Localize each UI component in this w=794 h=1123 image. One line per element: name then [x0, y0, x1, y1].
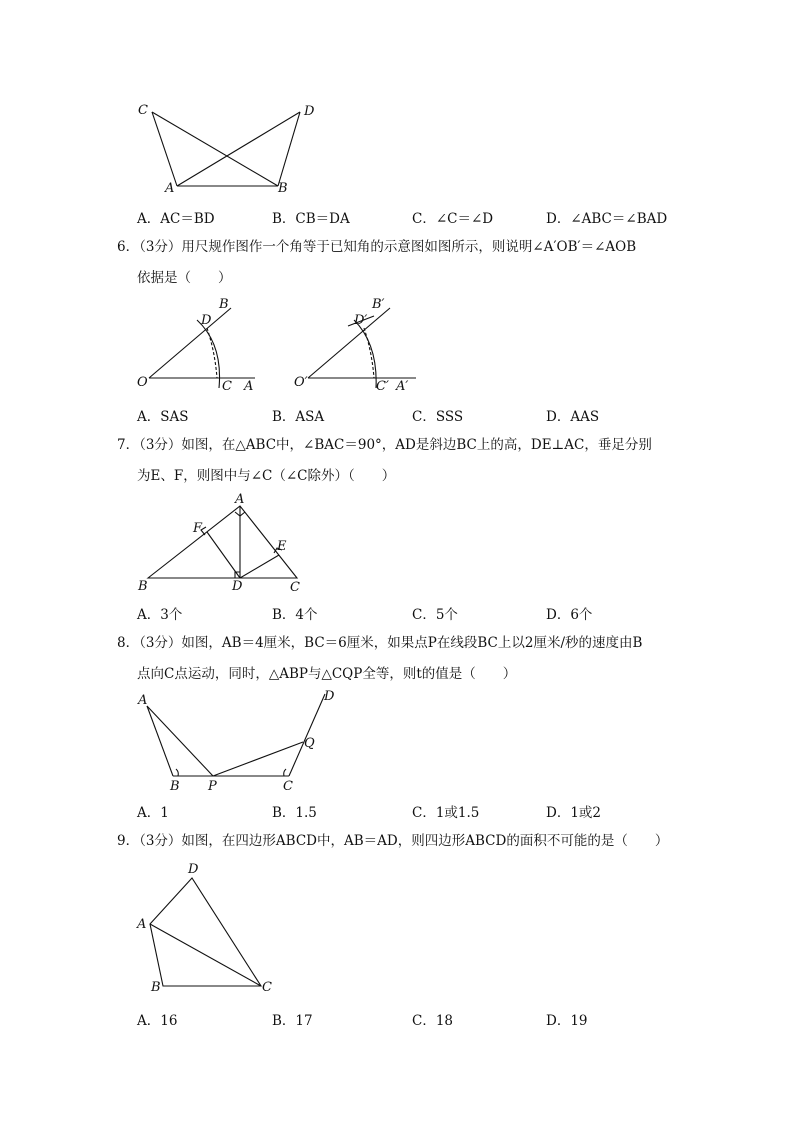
q6-option-d: D．AAS [546, 409, 600, 425]
q6-stem-line1: 6．（3分）用尺规作图作一个角等于已知角的示意图如图所示，则说明∠A′OB′＝∠AOB [117, 239, 637, 255]
q8-option-d: D．1或2 [546, 805, 602, 821]
label-B: B [278, 181, 288, 196]
label-A: A [138, 693, 148, 708]
label-C: C [138, 103, 148, 118]
q8-stem-line2: 点向C点运动，同时，△ABP与△CQP全等，则t的值是（ ） [137, 666, 517, 682]
label-D-prime: D′ [354, 313, 368, 328]
label-C-prime: C′ [376, 379, 389, 394]
label-O-prime: O′ [294, 375, 308, 390]
label-D: D [232, 579, 243, 594]
q6-option-b: B．ASA [272, 409, 325, 425]
q9-option-d: D．19 [546, 1013, 588, 1029]
q5-option-d: D．∠ABC＝∠BAD [546, 211, 668, 227]
label-A: A [244, 379, 254, 394]
label-C: C [222, 379, 232, 394]
q7-figure [135, 492, 315, 595]
q7-option-c: C．5个 [412, 607, 458, 623]
label-B: B [219, 297, 229, 312]
q7-stem-line2: 为E、F，则图中与∠C（∠C除外）（ ） [137, 468, 396, 484]
label-A-prime: A′ [396, 379, 409, 394]
label-Q: Q [304, 736, 315, 751]
q8-option-c: C．1或1.5 [412, 805, 480, 821]
q9-option-c: C．18 [412, 1013, 454, 1029]
q6-figure-left [135, 296, 275, 396]
label-O: O [137, 375, 148, 390]
q6-option-c: C．SSS [412, 409, 464, 425]
q7-option-a: A．3个 [137, 607, 183, 623]
label-B: B [138, 579, 148, 594]
label-C: C [262, 980, 272, 995]
label-A: A [137, 917, 147, 932]
q9-figure [135, 860, 295, 1000]
q9-option-b: B．17 [272, 1013, 313, 1029]
q5-option-a: A．AC＝BD [137, 211, 215, 227]
q7-option-b: B．4个 [272, 607, 318, 623]
label-D: D [188, 862, 199, 877]
q9-stem-line1: 9．（3分）如图，在四边形ABCD中，AB＝AD，则四边形ABCD的面积不可能的是（ ） [117, 833, 669, 849]
q8-option-b: B．1.5 [272, 805, 317, 821]
q7-option-d: D．6个 [546, 607, 593, 623]
label-D: D [201, 313, 212, 328]
label-B: B [151, 980, 161, 995]
label-A: A [235, 492, 245, 507]
q6-option-a: A．SAS [137, 409, 189, 425]
label-B-prime: B′ [372, 297, 385, 312]
q8-option-a: A．1 [137, 805, 169, 821]
q5-figure [130, 100, 330, 200]
q6-figure-right [292, 296, 432, 396]
label-D: D [324, 689, 335, 704]
label-C: C [283, 779, 293, 794]
q5-option-b: B．CB＝DA [272, 211, 350, 227]
label-P: P [208, 779, 217, 794]
label-A: A [165, 181, 175, 196]
q8-stem-line1: 8．（3分）如图，AB＝4厘米，BC＝6厘米，如果点P在线段BC上以2厘米/秒的速度由B [117, 635, 643, 651]
label-E: E [277, 539, 287, 554]
label-D: D [304, 104, 315, 119]
q8-figure [135, 689, 355, 794]
q9-option-a: A．16 [137, 1013, 178, 1029]
label-C: C [290, 580, 300, 595]
label-F: F [193, 521, 203, 536]
q7-stem-line1: 7．（3分）如图，在△ABC中，∠BAC＝90°，AD是斜边BC上的高，DE⊥AC，垂足分别 [117, 437, 652, 453]
label-B: B [170, 779, 180, 794]
q6-stem-line2: 依据是（ ） [137, 270, 232, 286]
q5-option-c: C．∠C＝∠D [412, 211, 494, 227]
